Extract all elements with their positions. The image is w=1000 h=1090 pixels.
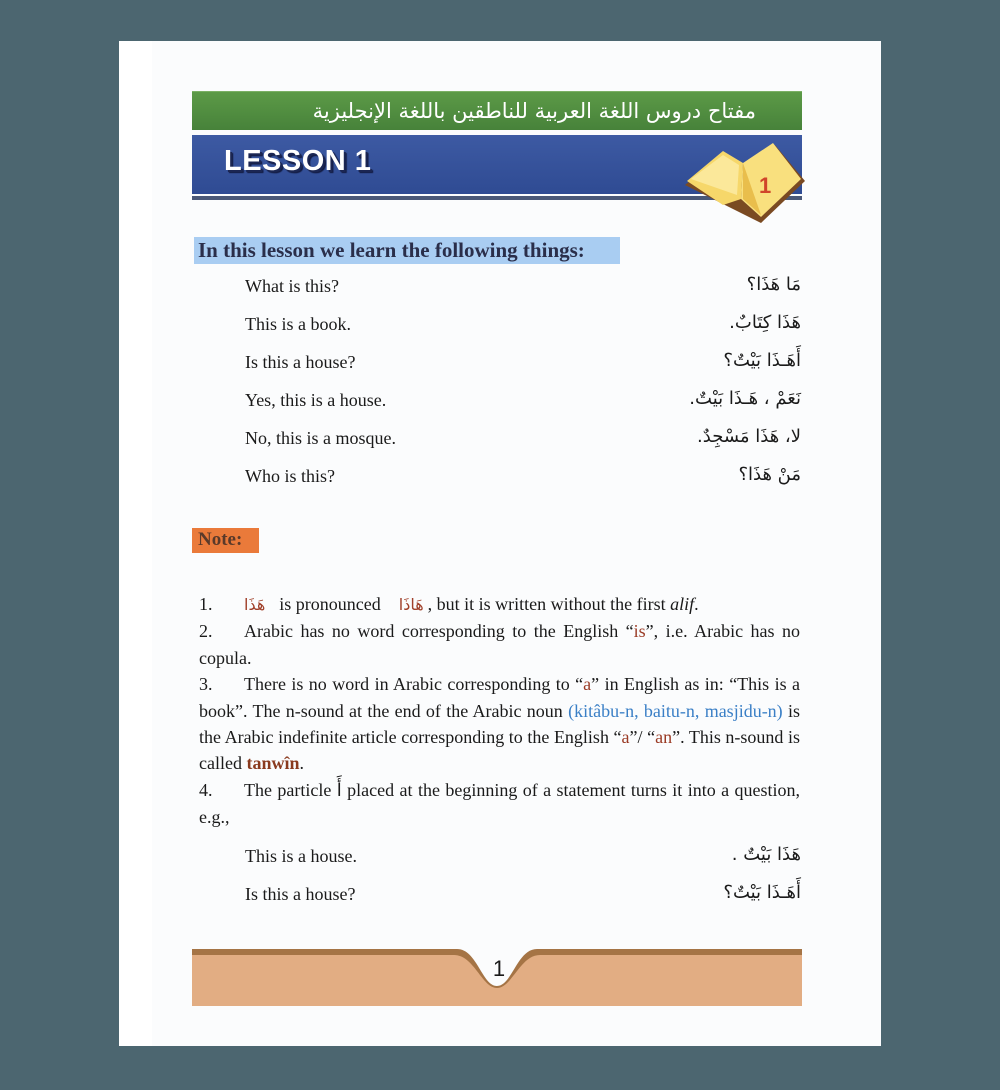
phrase-en: Yes, this is a house. [245,390,387,410]
phrase-en: No, this is a mosque. [245,428,396,448]
arabic-word: هَذَا [244,595,266,614]
arabic-particle: أَ [336,779,342,801]
note-item-3: 3. There is no word in Arabic corresponding to “a” in English as in: “This is a book”. The n-sound at the end of the Arabic noun (kitâbu-n, baitu-n, masjidu-n) is the Arabic indefinite article corresponding to the English “a”/ “an”. This n-sound is called tanwîn. [199,674,800,774]
phrase-ar: مَا هَذَا؟ [746,274,801,295]
intro-heading: In this lesson we learn the following things: [198,238,585,262]
tanwin-term: tanwîn [246,753,300,774]
open-book-icon [677,133,807,225]
arabic-book-title: مفتاح دروس اللغة العربية للناطقين باللغة الإنجليزية [312,99,756,123]
book-page [119,41,881,1046]
notes-list [199,591,800,831]
phrase-en: Is this a house? [245,352,356,372]
book-badge-number: 1 [759,173,772,198]
note-label: Note: [198,529,243,550]
example-en: This is a house. [245,846,357,866]
phrase-ar: مَنْ هَذَا؟ [738,464,801,485]
note-item-1: 1. هَذَا is pronounced هَاذَا , but it is written without the first alif. [199,594,699,614]
phrase-ar: هَذَا كِتَابٌ. [729,312,801,333]
intro-heading-highlight [194,237,620,264]
lesson-title: LESSON 1 [224,145,372,177]
phrase-ar: لا، هَذَا مَسْجِدٌ. [697,426,801,447]
phrase-en: This is a book. [245,314,351,334]
phrase-en: What is this? [245,276,339,296]
phrase-ar: أَهَـذَا بَيْتٌ؟ [723,350,801,371]
note-label-box [192,528,259,553]
page-number: 1 [492,956,506,981]
example-ar: أَهَـذَا بَيْتٌ؟ [723,882,801,903]
transliteration-examples: (kitâbu-n, baitu-n, masjidu-n) [568,700,783,721]
arabic-title-band [192,91,802,130]
note-item-4: 4. The particle أَ placed at the beginning of a statement turns it into a question, e.g., [199,779,801,828]
note-item-2: 2. Arabic has no word corresponding to the English “is”, i.e. Arabic has no copula. [199,621,800,668]
example-ar: هَذَا بَيْتٌ . [731,844,801,865]
phrase-ar: نَعَمْ ، هَـذَا بَيْتٌ. [689,388,801,409]
phrase-en: Who is this? [245,466,335,486]
arabic-word: هَاذَا [398,595,424,614]
example-en: Is this a house? [245,884,356,904]
